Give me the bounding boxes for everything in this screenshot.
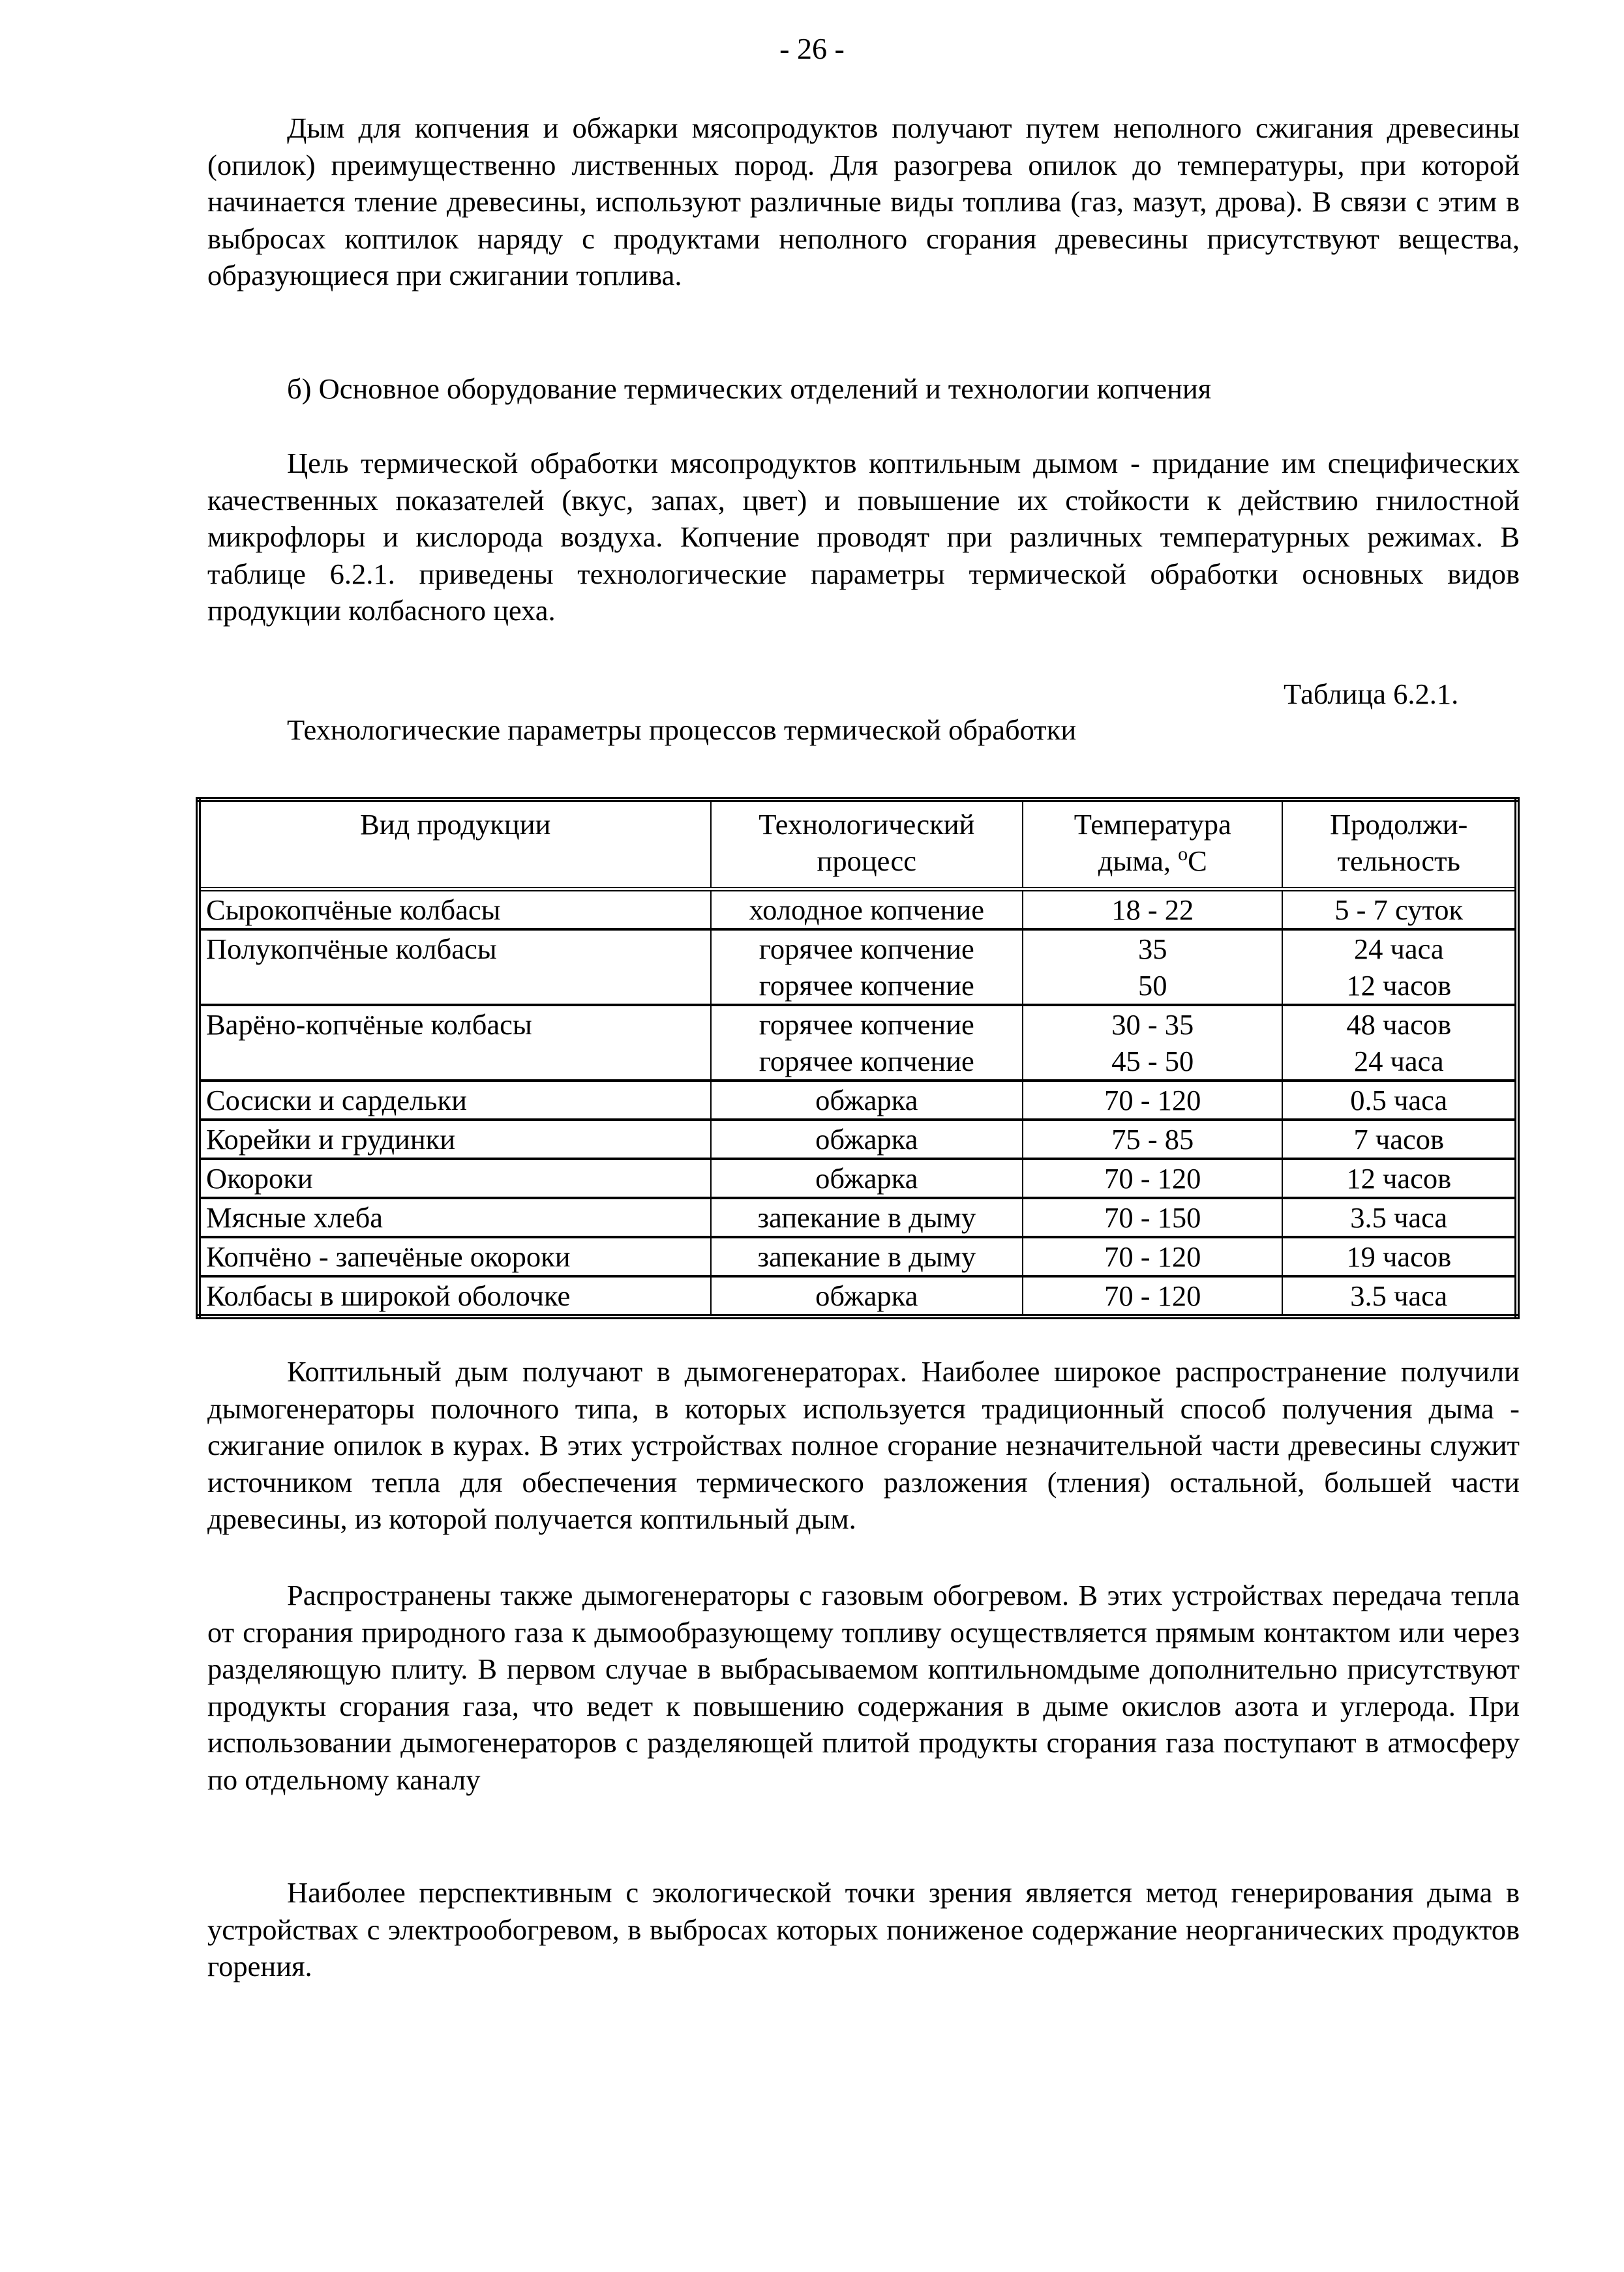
cell-duration: 24 часа 12 часов [1282,929,1517,1005]
cell-duration: 19 часов [1282,1237,1517,1276]
cell-temperature: 70 - 150 [1023,1198,1282,1237]
cell-duration: 48 часов 24 часа [1282,1005,1517,1081]
header-duration: Продолжи- тельность [1282,800,1517,889]
table-row [198,929,1517,1005]
cell-temperature: 75 - 85 [1023,1120,1282,1159]
cell-temperature: 18 - 22 [1023,889,1282,930]
cell-process: запекание в дыму [711,1198,1023,1237]
cell-product: Корейки и грудинки [198,1120,711,1159]
cell-duration: 3.5 часа [1282,1276,1517,1317]
cell-product: Окороки [198,1159,711,1198]
cell-temperature: 35 50 [1023,929,1282,1005]
cell-temperature: 70 - 120 [1023,1159,1282,1198]
thermal-parameters-table [196,797,1520,1319]
table-row [198,1120,1517,1159]
cell-product: Мясные хлеба [198,1198,711,1237]
table-number: Таблица 6.2.1. [1284,678,1459,710]
cell-product: Варёно-копчёные колбасы [198,1005,711,1081]
cell-temperature: 70 - 120 [1023,1276,1282,1317]
cell-product: Копчёно - запечёные окороки [198,1237,711,1276]
cell-temperature: 70 - 120 [1023,1081,1282,1120]
cell-process: обжарка [711,1276,1023,1317]
cell-product: Полукопчёные колбасы [198,929,711,1005]
table-row [198,1081,1517,1120]
cell-duration: 7 часов [1282,1120,1517,1159]
paragraph-smoke-generators: Коптильный дым получают в дымогенераторах. Наиболее широкое распространение получили дымогенераторы полочного типа, в которых используется традиционный способ получения дыма - сжигание опилок в курах. В этих устройствах полное сгорание незначительной части древесины служит источником тепла для обеспечения термического разложения (тления) остальной, большей части древесины, из которой получается коптильный дым. [207,1355,1520,1535]
cell-process: обжарка [711,1081,1023,1120]
cell-duration: 3.5 часа [1282,1198,1517,1237]
table-row [198,1237,1517,1276]
table-row [198,1159,1517,1198]
paragraph-gas-heated-generators: Распространены также дымогенераторы с газовым обогревом. В этих устройствах передача тепла от сгорания природного газа к дымообразующему топливу осуществляется прямым контактом или через разделяющую плиту. В первом случае в выбрасываемом коптильномдыме дополнительно присутствуют продукты сгорания газа, что ведет к повышению содержания в дыме окислов азота и углерода. При использовании дымогенераторов с разделяющей плитой продукты сгорания газа поступают в атмосферу по отдельному каналу [207,1579,1520,1796]
page-number: - 26 - [779,32,845,65]
cell-duration: 5 - 7 суток [1282,889,1517,930]
cell-duration: 0.5 часа [1282,1081,1517,1120]
cell-process: холодное копчение [711,889,1023,930]
cell-temperature: 30 - 35 45 - 50 [1023,1005,1282,1081]
cell-process: горячее копчение горячее копчение [711,1005,1023,1081]
paragraph-smoke-production: Дым для копчения и обжарки мясопродуктов получают путем неполного сжигания древесины (опилок) преимущественно лиственных пород. Для разогрева опилок до температуры, при которой начинается тление древесины, используют различные виды топлива (газ, мазут, дрова). В связи с этим в выбросах коптилок наряду с продуктами неполного сгорания древесины присутствуют вещества, образующиеся при сжигании топлива. [207,112,1520,291]
table-row [198,1198,1517,1237]
cell-process: запекание в дыму [711,1237,1023,1276]
header-product-type: Вид продукции [198,800,711,889]
cell-product: Сырокопчёные колбасы [198,889,711,930]
table-header-row [198,800,1517,889]
cell-duration: 12 часов [1282,1159,1517,1198]
cell-process: обжарка [711,1120,1023,1159]
header-smoke-temperature: Температура дыма, $^o$C [1023,800,1282,889]
cell-process: горячее копчение горячее копчение [711,929,1023,1005]
table-row [198,1276,1517,1317]
paragraph-thermal-treatment-goal: Цель термической обработки мясопродуктов коптильным дымом - придание им специфических качественных показателей (вкус, запах, цвет) и повышение их стойкости к действию гнилостной микрофлоры и кислорода воздуха. Копчение проводят при различных температурных режимах. В таблице 6.2.1. приведены технологические параметры термической обработки основных видов продукции колбасного цеха. [207,447,1520,627]
cell-temperature: 70 - 120 [1023,1237,1282,1276]
section-heading: б) Основное оборудование термических отделений и технологии копчения [287,372,1212,405]
cell-process: обжарка [711,1159,1023,1198]
table-title: Технологические параметры процессов термической обработки [287,713,1077,746]
paragraph-electric-generators: Наиболее перспективным с экологической точки зрения является метод генерирования дыма в устройствах с электрообогревом, в выбросах которых пониженое содержание неорганических продуктов горения. [207,1876,1520,1982]
header-process: Технологический процесс [711,800,1023,889]
cell-product: Сосиски и сардельки [198,1081,711,1120]
table-row [198,889,1517,930]
cell-product: Колбасы в широкой оболочке [198,1276,711,1317]
table-row [198,1005,1517,1081]
